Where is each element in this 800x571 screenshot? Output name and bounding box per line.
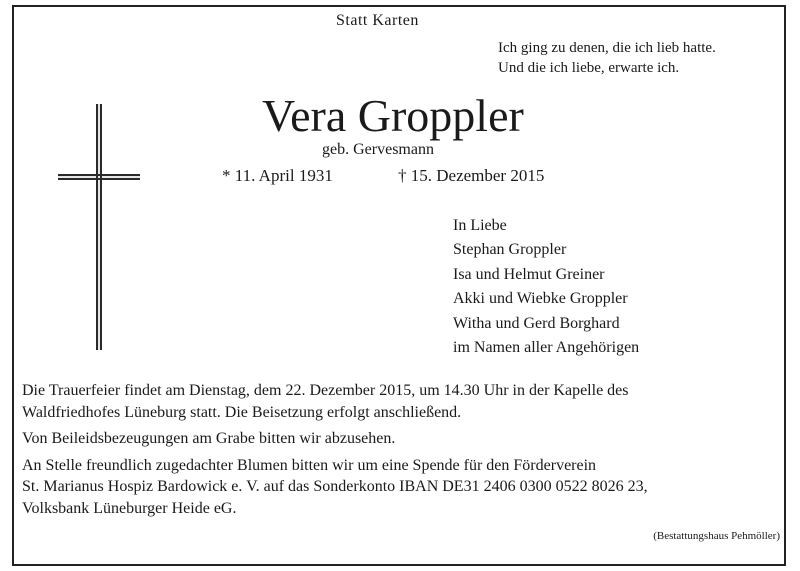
mourner-name: im Namen aller Angehörigen <box>453 339 640 357</box>
donation-text-line-3: Volksbank Lüneburger Heide eG. <box>22 499 237 517</box>
condolences-text: Von Beileidsbezeugungen am Grabe bitten wir abzusehen. <box>22 430 396 447</box>
mourners-intro: In Liebe <box>453 217 507 234</box>
death-date: † 15. Dezember 2015 <box>398 166 545 185</box>
quote-line-2: Und die ich liebe, erwarte ich. <box>498 60 680 76</box>
birth-date: * 11. April 1931 <box>222 166 333 185</box>
notice-body <box>22 380 648 519</box>
cross-icon <box>58 104 140 350</box>
mourner-name: Stephan Groppler <box>453 241 567 259</box>
funeral-text-line-2: Waldfriedhofes Lüneburg statt. Die Beisetzung erfolgt anschließend. <box>22 403 462 421</box>
maiden-name: geb. Gervesmann <box>322 141 434 158</box>
mourner-name: Isa und Helmut Greiner <box>453 265 605 283</box>
mourner-name: Akki und Wiebke Groppler <box>453 290 628 308</box>
donation-text-line-1: An Stelle freundlich zugedachter Blumen bitten wir um eine Spende für den Förderverein <box>22 456 597 474</box>
deceased-name: Vera Groppler <box>262 90 524 141</box>
donation-text-line-2: St. Marianus Hospiz Bardowick e. V. auf das Sonderkonto IBAN DE31 2406 0300 0522 8026 23, <box>22 478 648 495</box>
undertaker-credit: (Bestattungshaus Pehmöller) <box>653 530 780 542</box>
header-title: Statt Karten <box>336 12 419 29</box>
quote-line-1: Ich ging zu denen, die ich lieb hatte. <box>498 40 716 56</box>
mourner-name: Witha und Gerd Borghard <box>453 314 620 332</box>
mourners-list <box>453 214 639 360</box>
funeral-text-line-1: Die Trauerfeier findet am Dienstag, dem 22. Dezember 2015, um 14.30 Uhr in der Kapelle des <box>22 382 629 399</box>
quote <box>498 38 716 78</box>
